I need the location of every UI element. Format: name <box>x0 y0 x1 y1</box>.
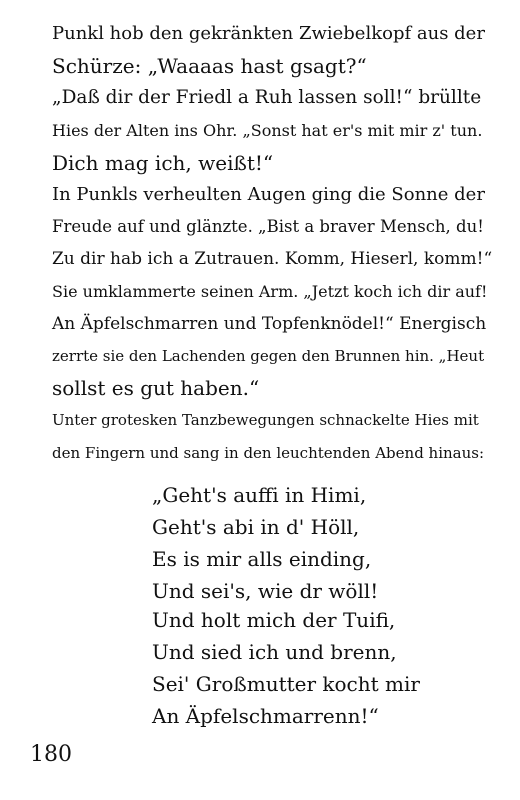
text-line: Schürze: „Waaaas hast gsagt?“ <box>52 54 367 79</box>
text-line: zerrte sie den Lachenden gegen den Brunnen hin. „Heut <box>52 347 485 366</box>
text-line: Dich mag ich, weißt!“ <box>52 150 274 175</box>
page-number: 180 <box>30 742 72 767</box>
verse-stanza-1 <box>152 479 492 607</box>
paragraph-3 <box>30 179 492 404</box>
verse-line: Und holt mich der Tuifi, <box>152 608 396 632</box>
paragraph-2 <box>30 82 492 179</box>
paragraph-4 <box>30 404 492 468</box>
prose-body <box>30 18 492 469</box>
text-line: Freude auf und glänzte. „Bist a braver Mensch, du! <box>52 217 484 237</box>
verse-line: Und sied ich und brenn, <box>152 640 397 664</box>
verse-line: Sei' Großmutter kocht mir <box>152 672 420 696</box>
text-line: den Fingern und sang in den leuchtenden Abend hinaus: <box>52 443 485 462</box>
text-line: sollst es gut haben.“ <box>52 376 260 401</box>
text-line: In Punkls verheulten Augen ging die Sonne der <box>52 184 485 206</box>
verse-line: „Geht's auffi in Himi, <box>152 483 367 507</box>
verse-line: Und sei's, wie dr wöll! <box>152 579 379 603</box>
verse-stanza-2 <box>152 604 492 732</box>
text-line: Zu dir hab ich a Zutrauen. Komm, Hieserl, komm!“ <box>52 249 493 270</box>
text-line: „Daß dir der Friedl a Ruh lassen soll!“ brüllte <box>52 87 482 109</box>
text-line: An Äpfelschmarren und Topfenknödel!“ Energisch <box>52 313 487 334</box>
text-line: Hies der Alten ins Ohr. „Sonst hat er's mit mir z' tun. <box>52 120 483 140</box>
text-line: Unter grotesken Tanzbewegungen schnackelte Hies mit <box>52 411 479 430</box>
verse-line: Es is mir alls einding, <box>152 547 372 571</box>
verse-line: An Äpfelschmarrenn!“ <box>152 704 379 728</box>
text-line: Punkl hob den gekränkten Zwiebelkopf aus der <box>52 23 485 44</box>
paragraph-1 <box>30 18 492 82</box>
verse-line: Geht's abi in d' Höll, <box>152 515 360 539</box>
text-line: Sie umklammerte seinen Arm. „Jetzt koch ich dir auf! <box>52 281 488 301</box>
